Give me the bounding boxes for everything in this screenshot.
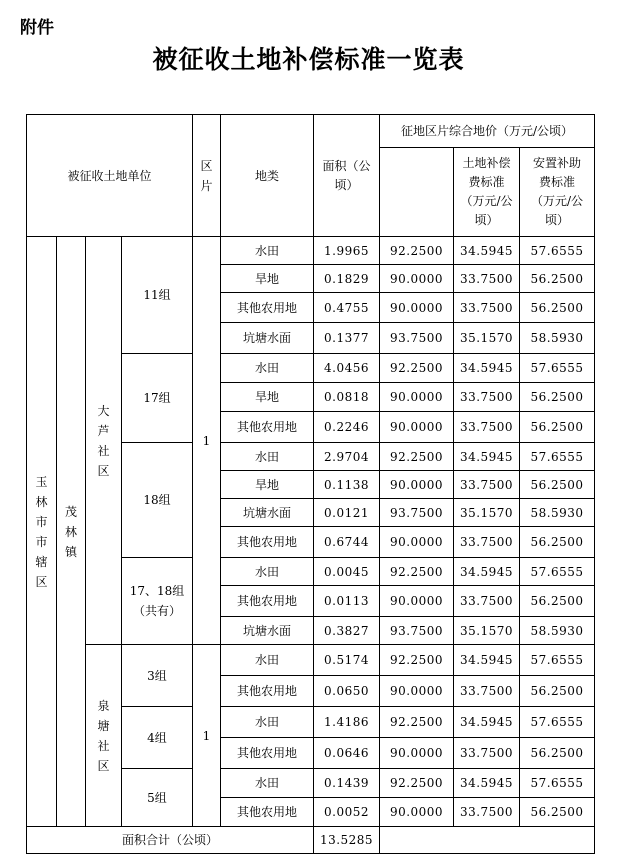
- section-cell: 1: [193, 645, 221, 827]
- area-cell: 1.4186: [314, 707, 380, 738]
- area-cell: 0.5174: [314, 645, 380, 676]
- area-cell: 1.9965: [314, 237, 380, 265]
- area-cell: 0.4755: [314, 293, 380, 323]
- resettle-cell: 56.2500: [520, 293, 595, 323]
- area-cell: 0.1829: [314, 265, 380, 293]
- price-cell: 90.0000: [380, 383, 454, 412]
- land-cell: 35.1570: [454, 323, 520, 354]
- total-empty: [380, 827, 595, 854]
- land-type-cell: 坑塘水面: [221, 499, 314, 527]
- area-cell: 0.2246: [314, 412, 380, 443]
- land-cell: 34.5945: [454, 645, 520, 676]
- land-type-cell: 其他农用地: [221, 527, 314, 558]
- land-cell: 34.5945: [454, 558, 520, 586]
- price-cell: 92.2500: [380, 558, 454, 586]
- price-cell: 90.0000: [380, 527, 454, 558]
- land-cell: 33.7500: [454, 586, 520, 617]
- price-cell: 92.2500: [380, 354, 454, 383]
- land-cell: 35.1570: [454, 617, 520, 645]
- land-cell: 34.5945: [454, 354, 520, 383]
- price-cell: 90.0000: [380, 798, 454, 827]
- area-cell: 0.0045: [314, 558, 380, 586]
- group-cell: 3组: [122, 645, 193, 707]
- table-row: [27, 237, 595, 265]
- resettle-cell: 56.2500: [520, 798, 595, 827]
- land-cell: 35.1570: [454, 499, 520, 527]
- land-type-cell: 水田: [221, 769, 314, 798]
- land-type-cell: 其他农用地: [221, 293, 314, 323]
- price-cell: 93.7500: [380, 323, 454, 354]
- resettle-cell: 56.2500: [520, 383, 595, 412]
- resettle-cell: 56.2500: [520, 265, 595, 293]
- price-cell: 92.2500: [380, 707, 454, 738]
- land-cell: 33.7500: [454, 527, 520, 558]
- community-cell: 大芦社区: [86, 237, 122, 645]
- resettle-cell: 56.2500: [520, 738, 595, 769]
- community-cell: 泉塘社区: [86, 645, 122, 827]
- resettle-cell: 57.6555: [520, 769, 595, 798]
- resettle-cell: 56.2500: [520, 586, 595, 617]
- land-type-cell: 水田: [221, 237, 314, 265]
- town-cell: 茂林镇: [57, 237, 86, 827]
- total-label: 面积合计（公顷）: [27, 827, 314, 854]
- land-cell: 34.5945: [454, 237, 520, 265]
- price-cell: 90.0000: [380, 412, 454, 443]
- land-cell: 33.7500: [454, 265, 520, 293]
- table-row: [27, 645, 595, 676]
- land-type-cell: 水田: [221, 645, 314, 676]
- area-cell: 4.0456: [314, 354, 380, 383]
- land-cell: 34.5945: [454, 769, 520, 798]
- compensation-table: [26, 114, 595, 854]
- area-cell: 0.0121: [314, 499, 380, 527]
- area-cell: 0.0052: [314, 798, 380, 827]
- price-cell: 93.7500: [380, 499, 454, 527]
- area-cell: 0.1138: [314, 471, 380, 499]
- area-cell: 0.0646: [314, 738, 380, 769]
- price-cell: 90.0000: [380, 676, 454, 707]
- price-cell: 93.7500: [380, 617, 454, 645]
- land-cell: 33.7500: [454, 383, 520, 412]
- land-type-cell: 水田: [221, 443, 314, 471]
- land-cell: 33.7500: [454, 471, 520, 499]
- price-cell: 92.2500: [380, 443, 454, 471]
- page-title: 被征收土地补偿标准一览表: [152, 45, 465, 74]
- header-land-type: 地类: [221, 115, 314, 237]
- total-value: 13.5285: [314, 827, 380, 854]
- city-cell: 玉林市市辖区: [27, 237, 57, 827]
- group-cell: 11组: [122, 237, 193, 354]
- price-cell: 92.2500: [380, 769, 454, 798]
- land-type-cell: 其他农用地: [221, 676, 314, 707]
- header-area: 面积（公顷）: [314, 115, 380, 237]
- resettle-cell: 57.6555: [520, 354, 595, 383]
- land-cell: 33.7500: [454, 412, 520, 443]
- group-cell: 4组: [122, 707, 193, 769]
- area-cell: 0.6744: [314, 527, 380, 558]
- land-cell: 33.7500: [454, 798, 520, 827]
- resettle-cell: 58.5930: [520, 499, 595, 527]
- resettle-cell: 58.5930: [520, 617, 595, 645]
- section-cell: 1: [193, 237, 221, 645]
- header-row: [27, 115, 595, 148]
- land-type-cell: 水田: [221, 558, 314, 586]
- group-cell: 5组: [122, 769, 193, 827]
- land-cell: 33.7500: [454, 676, 520, 707]
- price-cell: 90.0000: [380, 293, 454, 323]
- resettle-cell: 57.6555: [520, 237, 595, 265]
- land-cell: 34.5945: [454, 443, 520, 471]
- resettle-cell: 58.5930: [520, 323, 595, 354]
- price-cell: 90.0000: [380, 265, 454, 293]
- resettle-cell: 57.6555: [520, 707, 595, 738]
- resettle-cell: 56.2500: [520, 676, 595, 707]
- attachment-label: 附件: [20, 18, 54, 38]
- group-cell: 17、18组 （共有）: [122, 558, 193, 645]
- resettle-cell: 57.6555: [520, 645, 595, 676]
- price-cell: 90.0000: [380, 471, 454, 499]
- area-cell: 0.0650: [314, 676, 380, 707]
- header-land-comp: 土地补偿费标准（万元/公顷）: [454, 148, 520, 237]
- land-type-cell: 旱地: [221, 383, 314, 412]
- land-cell: 33.7500: [454, 293, 520, 323]
- total-row: [27, 827, 595, 854]
- land-type-cell: 旱地: [221, 265, 314, 293]
- price-cell: 90.0000: [380, 586, 454, 617]
- group-cell: 17组: [122, 354, 193, 443]
- area-cell: 0.1377: [314, 323, 380, 354]
- land-type-cell: 其他农用地: [221, 738, 314, 769]
- header-combined-price: 征地区片综合地价（万元/公顷）: [380, 115, 595, 148]
- area-cell: 0.0113: [314, 586, 380, 617]
- land-cell: 33.7500: [454, 738, 520, 769]
- resettle-cell: 57.6555: [520, 558, 595, 586]
- area-cell: 0.3827: [314, 617, 380, 645]
- land-type-cell: 其他农用地: [221, 586, 314, 617]
- area-cell: 0.0818: [314, 383, 380, 412]
- resettle-cell: 56.2500: [520, 527, 595, 558]
- land-type-cell: 旱地: [221, 471, 314, 499]
- land-cell: 34.5945: [454, 707, 520, 738]
- header-area-section: 区片: [193, 115, 221, 237]
- resettle-cell: 57.6555: [520, 443, 595, 471]
- resettle-cell: 56.2500: [520, 471, 595, 499]
- header-unit: 被征收土地单位: [27, 115, 193, 237]
- price-cell: 92.2500: [380, 237, 454, 265]
- land-type-cell: 坑塘水面: [221, 617, 314, 645]
- land-type-cell: 水田: [221, 707, 314, 738]
- header-resettle-comp: 安置补助费标准（万元/公顷）: [520, 148, 595, 237]
- group-cell: 18组: [122, 443, 193, 558]
- land-type-cell: 坑塘水面: [221, 323, 314, 354]
- land-type-cell: 水田: [221, 354, 314, 383]
- area-cell: 2.9704: [314, 443, 380, 471]
- price-cell: 92.2500: [380, 645, 454, 676]
- resettle-cell: 56.2500: [520, 412, 595, 443]
- area-cell: 0.1439: [314, 769, 380, 798]
- price-cell: 90.0000: [380, 738, 454, 769]
- land-type-cell: 其他农用地: [221, 412, 314, 443]
- land-type-cell: 其他农用地: [221, 798, 314, 827]
